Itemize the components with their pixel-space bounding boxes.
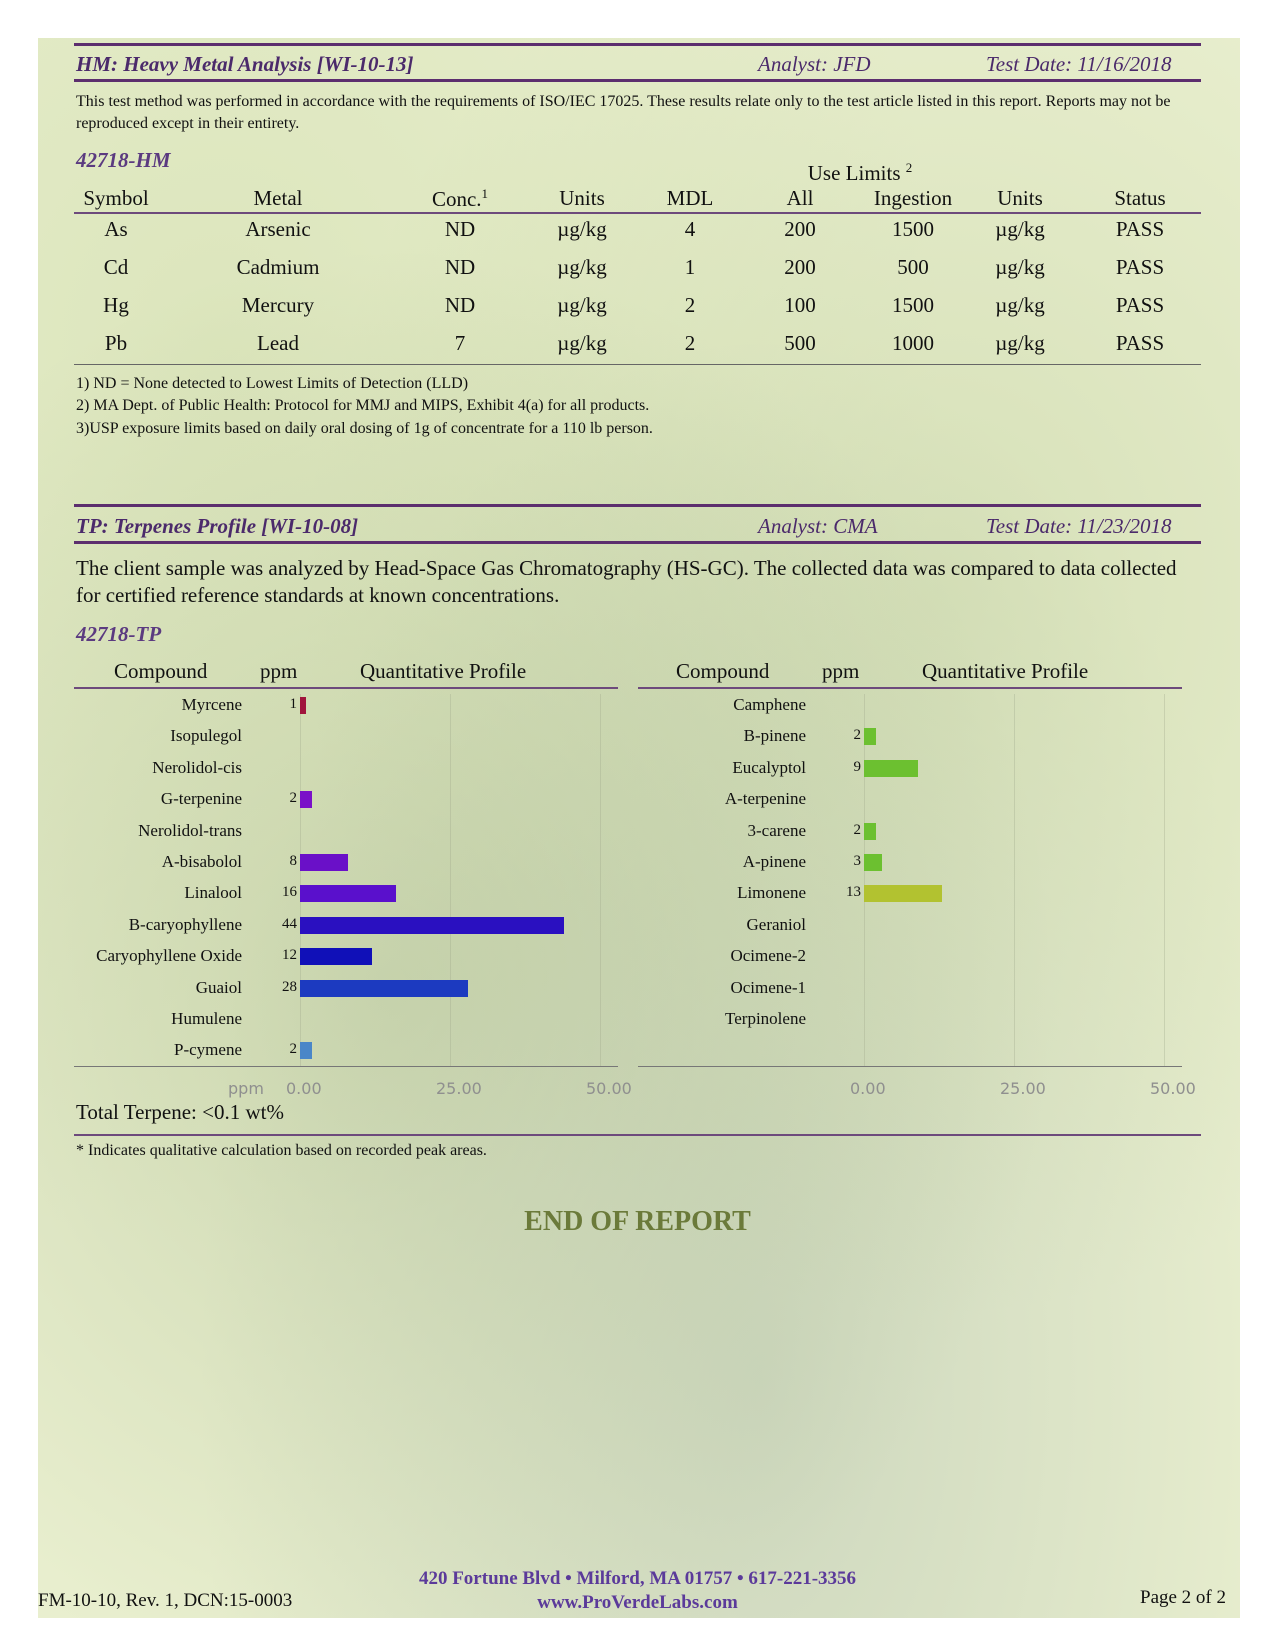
footer-form-id: FM-10-10, Rev. 1, DCN:15-0003 (38, 1590, 293, 1611)
ppm-value: 8 (289, 853, 297, 869)
compound-name: Isopulegol (170, 726, 242, 746)
cell-all: 200 (784, 255, 816, 279)
ppm-value: 2 (289, 1041, 297, 1058)
cell-units: µg/kg (557, 255, 607, 279)
cell-ingestion: 500 (897, 255, 929, 279)
tick-label: 25.00 (436, 1079, 482, 1098)
ppm-value: 9 (853, 758, 861, 775)
tick-label: 50.00 (1150, 1079, 1196, 1098)
cell-metal: Mercury (241, 293, 315, 317)
cell-all: 500 (784, 331, 816, 355)
hm-test-date: Test Date: 11/16/2018 (986, 52, 1172, 76)
cell-all: 100 (784, 293, 816, 317)
hm-top-rule (74, 43, 1201, 46)
left-col-profile: Quantitative Profile (360, 659, 527, 683)
cell-symbol: As (104, 217, 128, 241)
bar-b-caryophyllene (300, 917, 564, 934)
ppm-value: 16 (282, 884, 297, 901)
ppm-value: 2 (853, 821, 861, 838)
cell-mdl: 1 (684, 255, 696, 279)
hm-title-rule (74, 79, 1201, 82)
gridline (600, 694, 601, 1066)
tp-description: The client sample was analyzed by Head-Space Gas Chromatography (HS-GC). The collected data was compared to data collected for certified reference standards at known concentrations. (76, 556, 1177, 607)
cell-symbol: Hg (103, 293, 129, 317)
gridline (1014, 694, 1015, 1066)
footer-address: 420 Fortune Blvd • Milford, MA 01757 • 617-221-3356 (418, 1568, 857, 1589)
compound-name: Guaiol (195, 977, 242, 997)
compound-name: Nerolidol-cis (152, 757, 242, 777)
hm-footnote-2: 2) MA Dept. of Public Health: Protocol for MMJ and MIPS, Exhibit 4(a) for all products. (76, 397, 650, 414)
bar-linalool (300, 885, 396, 902)
right-col-ppm: ppm (822, 659, 860, 683)
cell-status: PASS (1115, 331, 1165, 355)
cell-metal: Lead (257, 331, 299, 355)
bar-eucalyptol (864, 760, 918, 777)
tp-analyst: Analyst: CMA (758, 514, 878, 538)
hm-footnote-1: 1) ND = None detected to Lowest Limits of Detection (LLD) (76, 375, 469, 392)
compound-name: Camphene (733, 695, 806, 714)
compound-name: A-pinene (742, 852, 806, 871)
compound-name: A-terpenine (724, 789, 806, 809)
hm-table-bottom-rule (74, 364, 1201, 365)
right-col-profile: Quantitative Profile (922, 659, 1089, 683)
end-of-report: END OF REPORT (524, 1206, 751, 1237)
tick-label: 0.00 (286, 1079, 322, 1098)
left-axis-unit: ppm (228, 1079, 264, 1098)
bar-b-pinene (864, 728, 876, 745)
cell-conc: ND (444, 293, 476, 317)
gridline (864, 694, 865, 1066)
bar-limonene (864, 885, 942, 902)
hm-description: This test method was performed in accordance with the requirements of ISO/IEC 17025. These results relate only to the test article listed in this report. Reports may not be reproduced except in their entirety. (76, 93, 1171, 132)
hm-analyst: Analyst: JFD (758, 52, 871, 76)
compound-name: Nerolidol-trans (138, 820, 242, 840)
gridline (1164, 694, 1165, 1066)
bar-a-bisabolol (300, 854, 348, 871)
cell-ingestion: 1500 (892, 217, 934, 241)
hm-header-rule (74, 212, 1201, 214)
ppm-value: 12 (282, 947, 297, 964)
compound-name: Linalool (184, 883, 242, 903)
total-terpene: Total Terpene: <0.1 wt% (76, 1100, 284, 1124)
bar-caryophyllene-oxide (300, 948, 372, 965)
tick-label: 25.00 (1000, 1079, 1046, 1098)
use-limits-header: Use Limits $^2$ (807, 160, 913, 185)
col-metal: Metal (253, 186, 303, 210)
ppm-value: 1 (289, 696, 297, 712)
compound-name: A-bisabolol (161, 852, 242, 871)
left-chart-header-rule (74, 687, 618, 689)
ppm-value: 28 (282, 978, 297, 995)
cell-conc: 7 (454, 331, 466, 355)
cell-symbol: Pb (104, 331, 128, 355)
col-mdl: MDL (666, 186, 714, 210)
compound-name: Limonene (737, 883, 806, 903)
cell-units2: µg/kg (995, 331, 1045, 355)
cell-metal: Cadmium (236, 255, 320, 279)
footer-website: www.ProVerdeLabs.com (537, 1592, 738, 1613)
compound-name: G-terpenine (160, 789, 242, 809)
cell-mdl: 2 (684, 293, 696, 317)
col-conc: Conc.$^1$ (431, 186, 489, 211)
cell-units: µg/kg (557, 217, 607, 241)
right-chart-axis-rule (638, 1066, 1182, 1067)
bar-3-carene (864, 823, 876, 840)
bar-guaiol (300, 980, 468, 997)
compound-name: Ocimene-1 (730, 977, 806, 997)
tp-bottom-rule (74, 1134, 1201, 1136)
col-symbol: Symbol (83, 186, 149, 210)
col-status: Status (1114, 186, 1166, 210)
compound-name: B-pinene (743, 726, 806, 746)
tick-label: 50.00 (586, 1079, 632, 1098)
compound-name: 3-carene (747, 820, 806, 840)
right-col-compound: Compound (676, 659, 770, 683)
tick-label: 0.00 (850, 1079, 886, 1098)
cell-conc: ND (444, 255, 476, 279)
compound-name: Terpinolene (725, 1009, 806, 1028)
footer-page-number: Page 2 of 2 (1140, 1587, 1227, 1608)
tp-sample-id: 42718-TP (76, 622, 162, 646)
cell-ingestion: 1000 (892, 331, 934, 355)
ppm-value: 3 (853, 853, 861, 869)
cell-ingestion: 1500 (892, 293, 934, 317)
ppm-value: 2 (853, 727, 861, 744)
compound-name: Eucalyptol (732, 757, 806, 777)
left-col-ppm: ppm (260, 659, 298, 683)
compound-name: B-caryophyllene (128, 914, 242, 934)
bar-myrcene (300, 697, 306, 714)
qualitative-note: * Indicates qualitative calculation based on recorded peak areas. (76, 1142, 487, 1159)
ppm-value: 44 (282, 915, 297, 932)
hm-footnote-3: 3)USP exposure limits based on daily oral dosing of 1g of concentrate for a 110 lb person. (76, 420, 653, 437)
compound-name: Caryophyllene Oxide (96, 946, 242, 966)
cell-status: PASS (1115, 255, 1165, 279)
cell-status: PASS (1115, 217, 1165, 241)
cell-conc: ND (444, 217, 476, 241)
col-ingestion: Ingestion (873, 186, 953, 210)
compound-name: Ocimene-2 (730, 946, 806, 966)
cell-units: µg/kg (557, 331, 607, 355)
tp-section-title: TP: Terpenes Profile [WI-10-08] (76, 514, 359, 538)
cell-status: PASS (1115, 293, 1165, 317)
tp-top-rule (74, 504, 1201, 507)
cell-units2: µg/kg (995, 293, 1045, 317)
col-units2: Units (997, 186, 1043, 210)
cell-mdl: 2 (684, 331, 696, 355)
col-units: Units (559, 186, 605, 210)
ppm-value: 2 (289, 790, 297, 807)
tp-title-rule (74, 541, 1201, 544)
right-chart-header-rule (638, 687, 1182, 689)
cell-units: µg/kg (557, 293, 607, 317)
left-chart-axis-rule (74, 1066, 618, 1067)
bar-g-terpenine (300, 791, 312, 808)
compound-name: Humulene (171, 1009, 242, 1028)
ppm-value: 13 (846, 884, 861, 901)
compound-name: Geraniol (746, 914, 806, 934)
compound-name: Myrcene (181, 695, 242, 714)
bar-a-pinene (864, 854, 882, 871)
cell-metal: Arsenic (245, 217, 311, 241)
gridline (450, 694, 451, 1066)
compound-name: P-cymene (174, 1040, 242, 1060)
hm-sample-id: 42718-HM (76, 148, 171, 172)
cell-all: 200 (784, 217, 816, 241)
left-col-compound: Compound (114, 659, 208, 683)
cell-units2: µg/kg (995, 217, 1045, 241)
cell-symbol: Cd (103, 255, 129, 279)
tp-test-date: Test Date: 11/23/2018 (986, 514, 1172, 538)
cell-mdl: 4 (684, 217, 696, 241)
cell-units2: µg/kg (995, 255, 1045, 279)
col-all: All (786, 186, 814, 210)
gridline (300, 694, 301, 1066)
bar-p-cymene (300, 1042, 312, 1059)
hm-section-title: HM: Heavy Metal Analysis [WI-10-13] (76, 52, 414, 76)
